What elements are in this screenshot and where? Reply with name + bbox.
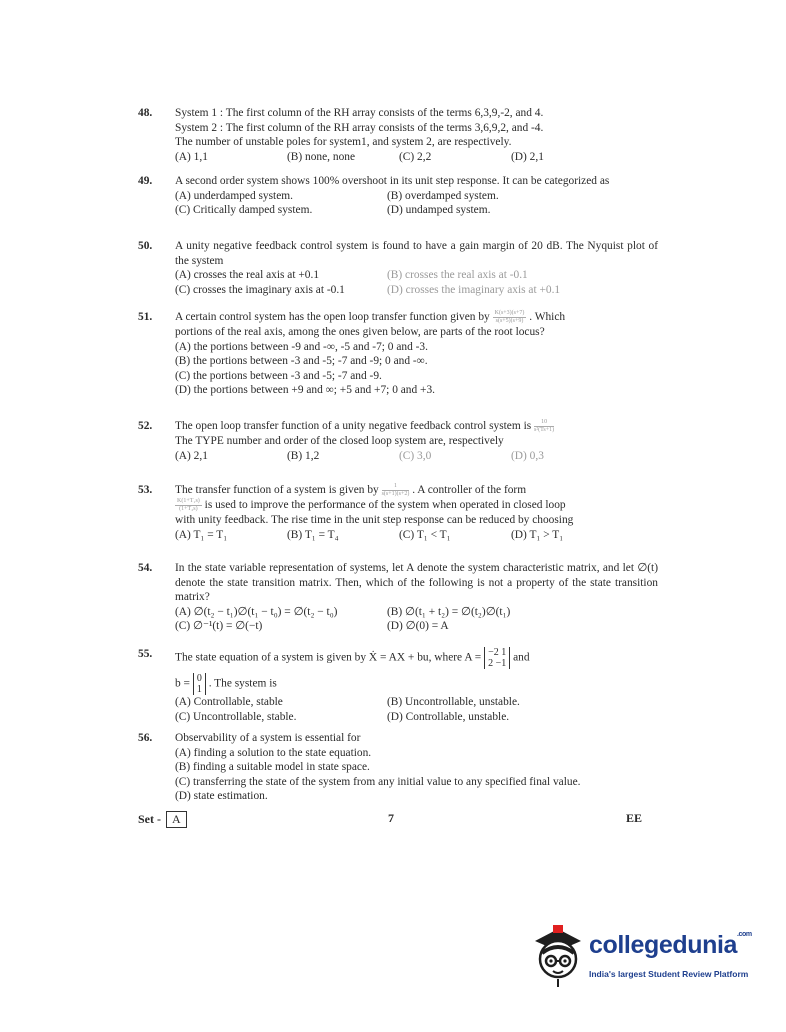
transfer-function (493, 310, 527, 325)
matrix-row: −2 1 (488, 647, 507, 658)
options-row (175, 695, 658, 710)
question-50 (138, 239, 658, 297)
option-d[interactable]: (D) ∅(0) = A (387, 620, 449, 633)
options-row (175, 449, 658, 464)
set-label: Set - (138, 812, 161, 826)
question-number: 56. (138, 732, 153, 744)
option-a[interactable]: (A) ∅(t₂ − t₁)∅(t₁ − t₀) = ∅(t₂ − t₀) (175, 605, 338, 618)
option-d[interactable]: (D) 2,1 (511, 150, 544, 163)
question-text-line: is used to improve the performance of the system when operated in closed loop (204, 499, 566, 512)
matrix-a (484, 647, 510, 669)
option-d[interactable]: (D) state estimation. (175, 790, 268, 803)
tf-numerator: 10 (534, 419, 554, 427)
question-text: In the state variable representation of systems, let A denote the system characteristic matrix, and let ∅(t) denote the state transition matrix. Then, which of the following is not a property of the state transition matrix? (175, 562, 658, 604)
option-b[interactable]: (B) Uncontrollable, unstable. (387, 696, 520, 708)
subject-code: EE (625, 811, 642, 825)
question-text (175, 673, 658, 695)
option-b[interactable]: (B) T₁ = T₄ (287, 528, 339, 541)
option-d[interactable]: (D) crosses the imaginary axis at +0.1 (387, 283, 561, 296)
options-row (175, 710, 658, 725)
question-text-line: A certain control system has the open loop transfer function given by (175, 311, 490, 324)
options-row (175, 283, 658, 298)
option-c[interactable]: (C) 2,2 (399, 150, 432, 163)
question-text: with unity feedback. The rise time in the unit step response can be reduced by choosing (175, 514, 574, 526)
options-row (175, 203, 658, 218)
matrix-row: 0 (196, 673, 202, 684)
option-a[interactable]: (A) 1,1 (175, 150, 208, 163)
options-row (175, 528, 658, 543)
question-54 (138, 561, 658, 634)
mascot-icon (529, 923, 587, 989)
option-c[interactable]: (C) Uncontrollable, stable. (175, 710, 297, 723)
option-b[interactable]: (B) crosses the real axis at -0.1 (387, 269, 528, 282)
question-text: System 1 : The first column of the RH array consists of the terms 6,3,9,-2, and 4. (175, 107, 544, 119)
option-a[interactable]: (A) crosses the real axis at +0.1 (175, 269, 320, 282)
option-c[interactable]: (C) ∅⁻¹(t) = ∅(−t) (175, 620, 263, 633)
question-text-line: . Which (529, 311, 566, 324)
option-c[interactable]: (C) 3,0 (399, 449, 432, 462)
question-text: portions of the real axis, among the ones given below, are parts of the root locus? (175, 326, 545, 338)
question-text: System 2 : The first column of the RH array consists of the terms 3,6,9,2, and -4. (175, 121, 544, 134)
question-text (175, 419, 658, 434)
tf-numerator: 1 (382, 483, 410, 491)
option-a[interactable]: (A) 2,1 (175, 449, 208, 462)
question-text-line: and (513, 651, 530, 664)
option-b[interactable]: (B) none, none (287, 150, 356, 163)
options-row (175, 619, 658, 634)
question-number: 55. (138, 648, 153, 660)
tf-denominator: s²(Ts+1) (534, 427, 555, 433)
question-number: 54. (138, 562, 153, 574)
option-a[interactable]: (A) the portions between -9 and -∞, -5 and -7; 0 and -3. (175, 340, 428, 353)
question-49 (138, 174, 658, 218)
transfer-function (534, 419, 554, 434)
tf-denominator: s(s+1)(s+2) (381, 491, 410, 497)
question-51 (138, 310, 658, 398)
page-number: 7 (388, 811, 394, 825)
controller-numerator: K(1+T₁s) (177, 498, 200, 504)
option-c[interactable]: (C) crosses the imaginary axis at -0.1 (175, 283, 345, 296)
question-text (175, 310, 658, 325)
option-c[interactable]: (C) T₁ < T₁ (399, 528, 451, 541)
question-number: 53. (138, 484, 153, 496)
matrix-row: 1 (196, 684, 202, 695)
tf-denominator: s(s+5)(s+9) (495, 318, 524, 324)
question-number: 49. (138, 175, 153, 187)
question-text-line: . The system is (208, 677, 277, 690)
options-row (175, 268, 658, 283)
option-a[interactable]: (A) underdamped system. (175, 189, 293, 202)
option-d[interactable]: (D) Controllable, unstable. (387, 710, 510, 723)
question-number: 48. (138, 107, 153, 119)
option-a[interactable]: (A) finding a solution to the state equation. (175, 746, 372, 759)
set-value-box: A (166, 811, 187, 828)
question-text: Observability of a system is essential for (175, 732, 361, 744)
options-row (175, 150, 658, 165)
option-b[interactable]: (B) the portions between -3 and -5; -7 and -9; 0 and -∞. (175, 355, 428, 368)
question-text-line: The transfer function of a system is given by (175, 484, 379, 497)
option-c[interactable]: (C) transferring the state of the system from any initial value to any specified final value. (175, 775, 581, 788)
question-number: 51. (138, 311, 153, 323)
brand-name (589, 931, 752, 960)
b-label: b = (175, 677, 190, 690)
question-52 (138, 419, 658, 463)
options-row (175, 605, 658, 620)
transfer-function (382, 483, 410, 498)
options-row (175, 189, 658, 204)
question-number: 52. (138, 420, 153, 432)
controller-function (175, 498, 202, 513)
option-b[interactable]: (B) finding a suitable model in state space. (175, 761, 370, 774)
question-48 (138, 106, 658, 164)
question-text: The number of unstable poles for system1, and system 2, are respectively. (175, 136, 512, 149)
option-b[interactable]: (B) ∅(t₁ + t₂) = ∅(t₂)∅(t₁) (387, 605, 511, 618)
question-text: A unity negative feedback control system is found to have a gain margin of 20 dB. The Nyquist plot of the system (175, 240, 658, 267)
question-text (175, 647, 658, 669)
option-a[interactable]: (A) T₁ = T₁ (175, 528, 228, 541)
option-c[interactable]: (C) Critically damped system. (175, 204, 313, 217)
brand-tagline: India's largest Student Review Platform (589, 969, 749, 979)
question-text-line: The state equation of a system is given by Ẋ = AX + bu, where A = (175, 651, 482, 664)
option-d[interactable]: (D) 0,3 (511, 449, 544, 462)
collegedunia-logo[interactable] (529, 923, 769, 993)
controller-denominator: (1+T₂s) (179, 506, 198, 512)
tf-numerator: K(s+3)(s+7) (494, 310, 525, 316)
question-text: A second order system shows 100% overshoot in its unit step response. It can be categorized as (175, 175, 610, 187)
question-number: 50. (138, 240, 153, 252)
brand-name-text: collegedunia (589, 931, 738, 959)
question-text-line: . A controller of the form (412, 484, 527, 497)
option-b[interactable]: (B) 1,2 (287, 449, 320, 462)
question-56 (138, 731, 658, 804)
matrix-row: 2 −1 (488, 658, 507, 669)
matrix-b (193, 673, 206, 695)
question-text (175, 483, 658, 498)
question-text-line: The open loop transfer function of a unity negative feedback control system is (175, 420, 532, 433)
option-d[interactable]: (D) the portions between +9 and ∞; +5 and +7; 0 and +3. (175, 384, 435, 397)
question-53 (138, 483, 658, 542)
option-b[interactable]: (B) overdamped system. (387, 189, 499, 202)
question-55 (138, 647, 658, 724)
option-c[interactable]: (C) the portions between -3 and -5; -7 and -9. (175, 369, 382, 382)
question-text: The TYPE number and order of the closed loop system are, respectively (175, 435, 504, 447)
brand-suffix: .com (737, 931, 752, 938)
option-a[interactable]: (A) Controllable, stable (175, 696, 283, 708)
page-footer (138, 811, 642, 828)
option-d[interactable]: (D) T₁ > T₁ (511, 528, 564, 541)
question-text (175, 498, 658, 513)
option-d[interactable]: (D) undamped system. (387, 204, 491, 217)
